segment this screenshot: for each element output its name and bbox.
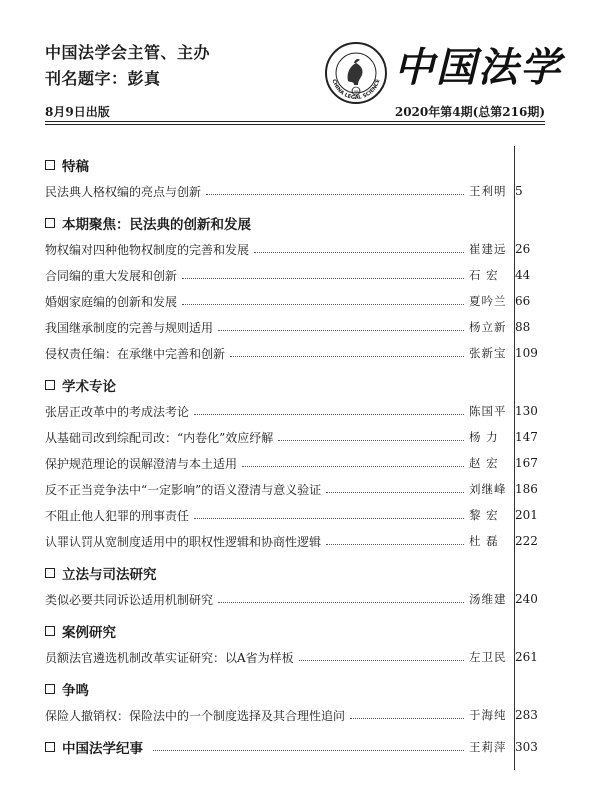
page-number: 88 [515, 320, 531, 334]
section-heading [45, 676, 555, 702]
toc-entry[interactable] [45, 476, 555, 502]
toc-entry[interactable] [45, 644, 555, 670]
article-author: 杨立新 [469, 320, 507, 334]
dot-leader [278, 439, 464, 441]
page-number: 66 [515, 294, 531, 308]
section-heading-text: 本期聚焦：民法典的创新和发展 [62, 217, 251, 233]
dot-leader [230, 355, 464, 357]
toc-section [45, 618, 555, 676]
article-author: 杨 力 [469, 430, 499, 444]
sponsor-line: 中国法学会主管、主办 [45, 43, 211, 62]
header-rule-thin [45, 124, 545, 125]
page-number: 167 [515, 456, 538, 470]
article-title: 侵权责任编：在承继中完善和创新 [45, 346, 226, 361]
section-heading-text: 立法与司法研究 [62, 567, 157, 583]
article-author: 汤维建 [469, 592, 507, 606]
article-title: 合同编的重大发展和创新 [45, 268, 178, 283]
page-number: 201 [515, 508, 538, 522]
checkbox-square-icon [45, 160, 55, 170]
toc-section [45, 210, 555, 372]
section-heading-text: 中国法学纪事 [62, 741, 143, 757]
toc-entry[interactable] [45, 424, 555, 450]
article-author: 杜 磊 [469, 534, 499, 548]
page-number: 109 [515, 346, 538, 360]
journal-masthead: 中国法学 [394, 44, 562, 91]
page-number: 222 [515, 534, 538, 548]
dot-leader [182, 303, 464, 305]
article-author: 陈国平 [469, 404, 507, 418]
checkbox-square-icon [45, 218, 55, 228]
dot-leader [153, 749, 464, 751]
article-title: 物权编对四种他物权制度的完善和发展 [45, 242, 250, 257]
table-of-contents [45, 152, 555, 760]
toc-entry[interactable] [45, 450, 555, 476]
toc-entry[interactable] [45, 702, 555, 728]
article-title: 保险人撤销权：保险法中的一个制度选择及其合理性追问 [45, 708, 346, 723]
section-heading [45, 210, 555, 236]
section-heading [45, 618, 555, 644]
section-heading [45, 152, 555, 178]
article-title: 民法典人格权编的亮点与创新 [45, 184, 202, 199]
article-author: 赵 宏 [469, 456, 499, 470]
dot-leader [326, 491, 464, 493]
toc-entry[interactable] [45, 398, 555, 424]
article-author: 王利明 [469, 184, 507, 198]
section-heading-text: 案例研究 [62, 625, 116, 641]
page-number: 44 [515, 268, 531, 282]
dot-leader [254, 251, 464, 253]
article-title: 保护规范理论的误解澄清与本土适用 [45, 456, 238, 471]
dot-leader [218, 329, 464, 331]
seal-year: 1984 [351, 90, 361, 94]
toc-entry[interactable] [45, 288, 555, 314]
dot-leader [182, 277, 464, 279]
header-rule [45, 121, 545, 122]
page-number: 303 [515, 740, 538, 754]
toc-entry[interactable] [45, 502, 555, 528]
dot-leader [299, 659, 464, 661]
final-section-heading[interactable] [45, 734, 555, 760]
section-heading-text: 争鸣 [62, 683, 89, 699]
section-heading-text: 学术专论 [62, 379, 116, 395]
article-author: 石 宏 [469, 268, 499, 282]
article-author: 崔建远 [469, 242, 507, 256]
article-title: 我国继承制度的完善与规则适用 [45, 320, 214, 335]
article-title: 类似必要共同诉讼适用机制研究 [45, 592, 214, 607]
toc-entry[interactable] [45, 262, 555, 288]
toc-section [45, 560, 555, 618]
toc-entry[interactable] [45, 236, 555, 262]
article-author: 黎 宏 [469, 508, 499, 522]
page-number: 240 [515, 592, 538, 606]
article-author: 王莉萍 [469, 740, 507, 754]
dot-leader [242, 465, 464, 467]
toc-entry[interactable] [45, 340, 555, 366]
article-title: 张居正改革中的考成法考论 [45, 404, 190, 419]
article-author: 夏吟兰 [469, 294, 507, 308]
article-author: 左卫民 [469, 650, 507, 664]
checkbox-square-icon [45, 742, 55, 752]
dot-leader [218, 601, 464, 603]
dot-leader [350, 717, 464, 719]
checkbox-square-icon [45, 684, 55, 694]
checkbox-square-icon [45, 380, 55, 390]
page-number: 283 [515, 708, 538, 722]
journal-seal-logo [324, 41, 388, 105]
page-number: 130 [515, 404, 538, 418]
toc-entry[interactable] [45, 178, 555, 204]
dot-leader [194, 517, 464, 519]
article-title: 不阻止他人犯罪的刑事责任 [45, 508, 190, 523]
article-author: 于海纯 [469, 708, 507, 722]
seal-text: CHINA LEGAL SCIENCE [330, 78, 382, 102]
publication-date: 8月9日出版 [45, 105, 110, 119]
toc-section [45, 372, 555, 560]
page-number: 186 [515, 482, 538, 496]
article-title: 员额法官遴选机制改革实证研究：以A省为样板 [45, 650, 294, 665]
article-author: 张新宝 [469, 346, 507, 360]
section-heading-text: 特稿 [62, 159, 89, 175]
dot-leader [206, 193, 464, 195]
article-title: 反不正当竞争法中“一定影响”的语义澄清与意义验证 [45, 482, 322, 497]
checkbox-square-icon [45, 626, 55, 636]
article-author: 刘继峰 [469, 482, 507, 496]
toc-entry[interactable] [45, 586, 555, 612]
toc-section [45, 152, 555, 210]
toc-entry[interactable] [45, 528, 555, 554]
checkbox-square-icon [45, 568, 55, 578]
article-title: 认罪认罚从宽制度适用中的职权性逻辑和协商性逻辑 [45, 534, 322, 549]
dot-leader [194, 413, 464, 415]
toc-section [45, 676, 555, 734]
page-number: 5 [515, 184, 523, 198]
dot-leader [326, 543, 464, 545]
section-heading [45, 560, 555, 586]
article-title: 从基础司改到综配司改：“内卷化”效应纾解 [45, 430, 274, 445]
page-number: 261 [515, 650, 538, 664]
issue-number: 2020年第4期(总第216期) [394, 105, 545, 119]
page-number: 26 [515, 242, 531, 256]
title-inscriber-line: 刊名题字：彭真 [45, 69, 161, 88]
article-title: 婚姻家庭编的创新和发展 [45, 294, 178, 309]
section-heading [45, 372, 555, 398]
page-number: 147 [515, 430, 538, 444]
toc-entry[interactable] [45, 314, 555, 340]
